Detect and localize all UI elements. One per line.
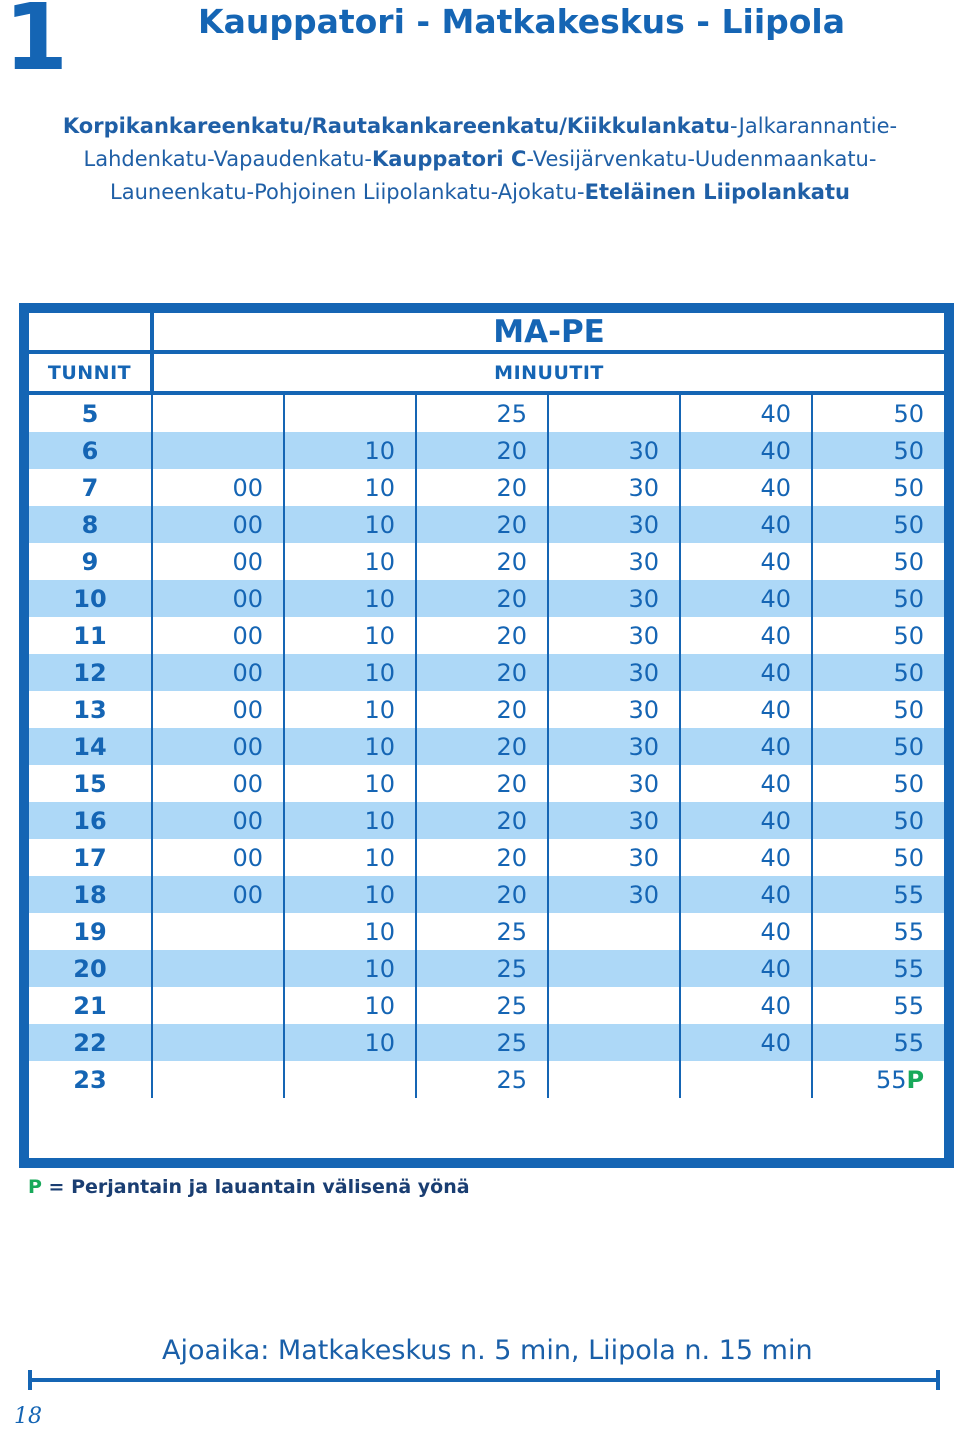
minute-cell	[284, 987, 416, 1024]
minute-cell	[284, 876, 416, 913]
minute-cell	[812, 987, 944, 1024]
minute-cell	[548, 469, 680, 506]
minute-value: 50	[893, 732, 925, 761]
minute-cell	[548, 765, 680, 802]
minute-cell	[680, 580, 812, 617]
hour-cell: 10	[29, 580, 152, 617]
timetable-row	[29, 654, 944, 691]
minute-cell	[416, 617, 548, 654]
minute-value: 00	[232, 695, 263, 724]
legend-symbol: P	[28, 1176, 42, 1198]
minute-cell	[416, 876, 548, 913]
minute-cell	[680, 839, 812, 876]
route-description-part: Korpikankareenkatu/Rautakankareenkatu/Kiikkulankatu	[62, 114, 730, 138]
minute-cell	[680, 469, 812, 506]
minute-cell	[152, 580, 284, 617]
minute-value: 55	[893, 1028, 925, 1057]
minute-value: 50	[893, 695, 925, 724]
minute-cell	[284, 506, 416, 543]
minute-cell	[812, 765, 944, 802]
timetable-row	[29, 913, 944, 950]
minute-cell	[680, 393, 812, 432]
minute-cell	[680, 950, 812, 987]
minute-value: 40	[760, 917, 791, 946]
route-description	[40, 110, 920, 209]
timetable-row	[29, 432, 944, 469]
minute-value: 40	[760, 436, 791, 465]
minute-value: 00	[232, 547, 263, 576]
minute-cell	[812, 691, 944, 728]
minute-value: 30	[628, 843, 659, 872]
night-marker: P	[906, 1065, 925, 1094]
timetable-row	[29, 1061, 944, 1098]
hour-cell: 17	[29, 839, 152, 876]
minute-cell	[284, 393, 416, 432]
minute-value: 50	[893, 436, 925, 465]
minute-cell	[152, 728, 284, 765]
hour-cell: 18	[29, 876, 152, 913]
minute-cell	[812, 393, 944, 432]
minute-value: 55	[893, 991, 925, 1020]
minute-cell	[548, 654, 680, 691]
minute-cell	[812, 1061, 944, 1098]
minute-cell	[284, 1024, 416, 1061]
minute-cell	[548, 617, 680, 654]
minute-cell	[812, 617, 944, 654]
minute-value: 30	[628, 584, 659, 613]
hour-cell: 8	[29, 506, 152, 543]
timetable-row	[29, 728, 944, 765]
minute-value: 25	[496, 1065, 527, 1094]
minute-cell	[812, 654, 944, 691]
minute-cell	[548, 802, 680, 839]
minute-value: 40	[760, 399, 791, 428]
minute-value: 55	[893, 954, 925, 983]
minute-cell	[152, 432, 284, 469]
minute-cell	[284, 765, 416, 802]
minute-value: 10	[364, 732, 395, 761]
minute-cell	[416, 1024, 548, 1061]
minute-value: 50	[893, 584, 925, 613]
hour-cell: 5	[29, 393, 152, 432]
minute-value: 10	[364, 843, 395, 872]
minute-cell	[680, 506, 812, 543]
minute-value: 20	[496, 621, 527, 650]
minute-cell	[812, 506, 944, 543]
minute-cell	[284, 913, 416, 950]
minute-cell	[812, 913, 944, 950]
hour-cell: 16	[29, 802, 152, 839]
minute-cell	[416, 432, 548, 469]
minute-cell	[680, 728, 812, 765]
minute-cell	[548, 506, 680, 543]
minute-cell	[680, 913, 812, 950]
minute-value: 00	[232, 584, 263, 613]
route-number: 1	[4, 0, 65, 91]
minute-value: 10	[364, 436, 395, 465]
minute-value: 40	[760, 769, 791, 798]
minute-cell	[812, 432, 944, 469]
minute-value: 20	[496, 843, 527, 872]
minute-cell	[812, 728, 944, 765]
minute-value: 50	[893, 806, 925, 835]
timetable-row	[29, 393, 944, 432]
minute-value: 10	[364, 584, 395, 613]
minute-cell	[416, 987, 548, 1024]
hour-cell: 11	[29, 617, 152, 654]
minute-value: 40	[760, 806, 791, 835]
minute-cell	[284, 950, 416, 987]
minute-cell	[284, 580, 416, 617]
minute-cell	[548, 691, 680, 728]
minute-value: 30	[628, 769, 659, 798]
hour-cell: 22	[29, 1024, 152, 1061]
minute-cell	[416, 654, 548, 691]
minute-value: 20	[496, 510, 527, 539]
minute-value: 30	[628, 473, 659, 502]
minute-value: 10	[364, 1028, 395, 1057]
minute-cell	[812, 802, 944, 839]
minute-cell	[812, 580, 944, 617]
minute-cell	[680, 1061, 812, 1098]
minute-cell	[812, 469, 944, 506]
hour-cell: 23	[29, 1061, 152, 1098]
minute-value: 55	[875, 1065, 907, 1094]
minute-value: 40	[760, 584, 791, 613]
footer-rule-end	[936, 1370, 940, 1390]
minute-cell	[284, 802, 416, 839]
minute-value: 00	[232, 732, 263, 761]
minute-value: 00	[232, 769, 263, 798]
minute-cell	[680, 654, 812, 691]
minute-value: 50	[893, 473, 925, 502]
minute-cell	[812, 950, 944, 987]
minute-value: 40	[760, 547, 791, 576]
minute-value: 55	[893, 880, 925, 909]
minute-cell	[812, 1024, 944, 1061]
minute-cell	[152, 617, 284, 654]
minute-cell	[680, 543, 812, 580]
minute-value: 30	[628, 880, 659, 909]
minute-value: 10	[364, 473, 395, 502]
minute-cell	[152, 839, 284, 876]
minute-value: 10	[364, 954, 395, 983]
minute-value: 50	[893, 658, 925, 687]
minute-cell	[152, 654, 284, 691]
minute-cell	[812, 543, 944, 580]
timetable-row	[29, 543, 944, 580]
minute-value: 40	[760, 510, 791, 539]
minute-value: 20	[496, 695, 527, 724]
timetable-row	[29, 1024, 944, 1061]
minute-value: 20	[496, 473, 527, 502]
minute-cell	[680, 691, 812, 728]
minute-value: 40	[760, 991, 791, 1020]
minute-value: 50	[893, 843, 925, 872]
minute-cell	[152, 469, 284, 506]
minute-cell	[680, 876, 812, 913]
minute-cell	[284, 839, 416, 876]
timetable-row	[29, 950, 944, 987]
minute-cell	[416, 728, 548, 765]
timetable-frame	[19, 303, 954, 1168]
minute-value: 20	[496, 880, 527, 909]
minute-cell	[152, 506, 284, 543]
minute-value: 25	[496, 954, 527, 983]
minute-value: 00	[232, 843, 263, 872]
minute-cell	[152, 1061, 284, 1098]
minute-cell	[548, 839, 680, 876]
minute-value: 30	[628, 732, 659, 761]
minute-value: 50	[893, 399, 925, 428]
legend-text: = Perjantain ja lauantain välisenä yönä	[41, 1176, 470, 1198]
minute-value: 50	[893, 621, 925, 650]
minute-value: 25	[496, 917, 527, 946]
hour-cell: 7	[29, 469, 152, 506]
minute-value: 00	[232, 510, 263, 539]
minute-cell	[152, 876, 284, 913]
minute-value: 50	[893, 547, 925, 576]
minute-cell	[812, 876, 944, 913]
minute-cell	[548, 543, 680, 580]
hour-cell: 15	[29, 765, 152, 802]
minute-cell	[416, 839, 548, 876]
minute-value: 20	[496, 806, 527, 835]
minute-cell	[680, 1024, 812, 1061]
minute-cell	[416, 469, 548, 506]
minute-value: 10	[364, 510, 395, 539]
minute-value: 10	[364, 991, 395, 1020]
minute-value: 30	[628, 806, 659, 835]
minute-value: 55	[893, 917, 925, 946]
timetable-row	[29, 469, 944, 506]
minute-value: 00	[232, 473, 263, 502]
minute-value: 20	[496, 658, 527, 687]
minute-cell	[284, 617, 416, 654]
route-title: Kauppatori - Matkakeskus - Liipola	[198, 2, 846, 41]
minute-cell	[152, 691, 284, 728]
minute-cell	[284, 432, 416, 469]
minute-cell	[284, 728, 416, 765]
minute-cell	[284, 691, 416, 728]
timetable	[29, 313, 944, 1098]
minute-cell	[152, 765, 284, 802]
minute-cell	[680, 432, 812, 469]
minute-value: 40	[760, 843, 791, 872]
timetable-row	[29, 802, 944, 839]
timetable-row	[29, 987, 944, 1024]
route-description-part: -Jalkarannantie-Lahdenkatu-Vapaudenkatu-	[83, 114, 898, 171]
minute-cell	[680, 802, 812, 839]
minute-cell	[416, 1061, 548, 1098]
minute-cell	[548, 1024, 680, 1061]
minute-cell	[416, 691, 548, 728]
minute-cell	[812, 839, 944, 876]
minute-cell	[416, 506, 548, 543]
minute-cell	[152, 987, 284, 1024]
minute-cell	[284, 543, 416, 580]
minute-value: 30	[628, 658, 659, 687]
minute-cell	[152, 950, 284, 987]
minute-value: 10	[364, 880, 395, 909]
minute-value: 30	[628, 695, 659, 724]
minute-cell	[152, 913, 284, 950]
minute-value: 20	[496, 769, 527, 798]
minute-value: 40	[760, 1028, 791, 1057]
minute-cell	[416, 765, 548, 802]
footer-rule	[28, 1378, 940, 1382]
minute-value: 40	[760, 954, 791, 983]
minute-cell	[548, 913, 680, 950]
minute-cell	[548, 876, 680, 913]
minute-cell	[416, 393, 548, 432]
minute-value: 30	[628, 621, 659, 650]
minute-cell	[416, 950, 548, 987]
route-description-part: Kauppatori C	[371, 147, 527, 171]
minute-value: 25	[496, 399, 527, 428]
minute-value: 30	[628, 436, 659, 465]
timetable-row	[29, 765, 944, 802]
minute-value: 40	[760, 658, 791, 687]
page-number: 18	[14, 1404, 42, 1429]
minute-value: 25	[496, 991, 527, 1020]
minute-cell	[152, 393, 284, 432]
timetable-row	[29, 617, 944, 654]
hour-cell: 9	[29, 543, 152, 580]
minute-cell	[548, 987, 680, 1024]
hours-column-label: TUNNIT	[29, 352, 152, 393]
minute-value: 50	[893, 769, 925, 798]
day-label: MA-PE	[152, 313, 944, 352]
timetable-row	[29, 691, 944, 728]
minute-cell	[680, 617, 812, 654]
route-description-part: -Vesijärvenkatu-Uudenmaankatu-Launeenkatu-Pohjoinen Liipolankatu-Ajokatu-	[110, 147, 877, 204]
minute-cell	[284, 469, 416, 506]
hour-cell: 21	[29, 987, 152, 1024]
hour-cell: 6	[29, 432, 152, 469]
minute-cell	[152, 543, 284, 580]
minute-value: 25	[496, 1028, 527, 1057]
timetable-row	[29, 839, 944, 876]
hour-cell: 19	[29, 913, 152, 950]
minute-value: 20	[496, 547, 527, 576]
minute-value: 00	[232, 621, 263, 650]
timetable-row	[29, 580, 944, 617]
minute-cell	[548, 432, 680, 469]
minute-cell	[416, 543, 548, 580]
minute-value: 30	[628, 547, 659, 576]
minute-value: 10	[364, 621, 395, 650]
minute-cell	[548, 1061, 680, 1098]
minute-cell	[680, 765, 812, 802]
minute-value: 40	[760, 473, 791, 502]
route-description-part: Eteläinen Liipolankatu	[584, 180, 850, 204]
minutes-column-label: MINUUTIT	[152, 352, 944, 393]
minute-cell	[152, 1024, 284, 1061]
minute-value: 20	[496, 436, 527, 465]
minute-value: 00	[232, 658, 263, 687]
minute-value: 50	[893, 510, 925, 539]
minute-value: 00	[232, 806, 263, 835]
minute-value: 10	[364, 917, 395, 946]
minute-cell	[680, 987, 812, 1024]
minute-value: 20	[496, 732, 527, 761]
minute-cell	[284, 654, 416, 691]
minute-value: 40	[760, 621, 791, 650]
minute-cell	[548, 580, 680, 617]
minute-value: 10	[364, 547, 395, 576]
minute-cell	[284, 1061, 416, 1098]
travel-time: Ajoaika: Matkakeskus n. 5 min, Liipola n. 15 min	[162, 1335, 813, 1366]
hour-cell: 20	[29, 950, 152, 987]
minute-cell	[416, 580, 548, 617]
minute-value: 20	[496, 584, 527, 613]
minute-cell	[416, 913, 548, 950]
minute-cell	[416, 802, 548, 839]
timetable-row	[29, 876, 944, 913]
minute-value: 10	[364, 806, 395, 835]
minute-cell	[152, 802, 284, 839]
timetable-row	[29, 506, 944, 543]
minute-value: 00	[232, 880, 263, 909]
minute-value: 10	[364, 658, 395, 687]
minute-value: 10	[364, 769, 395, 798]
minute-value: 40	[760, 695, 791, 724]
minute-cell	[548, 393, 680, 432]
minute-cell	[548, 728, 680, 765]
minute-value: 30	[628, 510, 659, 539]
minute-cell	[548, 950, 680, 987]
minute-value: 10	[364, 695, 395, 724]
hour-cell: 14	[29, 728, 152, 765]
hour-cell: 12	[29, 654, 152, 691]
legend	[28, 1176, 470, 1198]
minute-value: 40	[760, 732, 791, 761]
minute-value: 40	[760, 880, 791, 909]
hour-cell: 13	[29, 691, 152, 728]
